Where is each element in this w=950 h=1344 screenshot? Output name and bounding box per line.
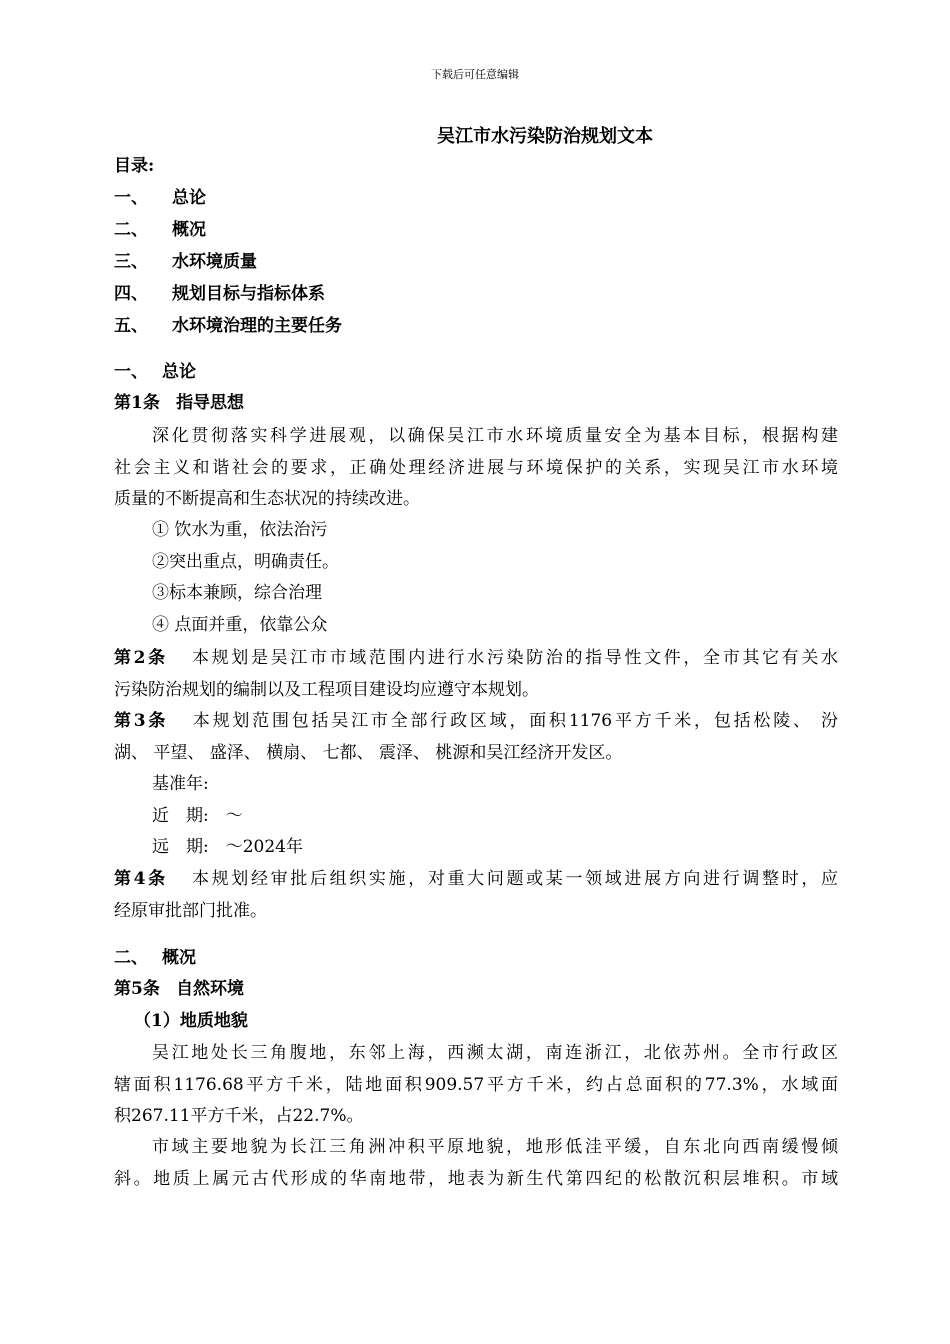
section-heading: 一、 总论	[114, 362, 196, 382]
article-3: 第3条 本规划范围包括吴江市全部行政区域，面积1176平方千米，包括松陵、 汾	[114, 711, 838, 731]
paragraph-line: 湖、 平望、 盛泽、 横扇、 七都、 震泽、 桃源和吴江经济开发区。	[114, 743, 623, 763]
paragraph-line: 质量的不断提高和生态状况的持续改进。	[114, 489, 420, 509]
principle-item: ④ 点面并重，依靠公众	[152, 615, 328, 635]
principle-item: ③标本兼顾，综合治理	[152, 583, 322, 603]
long-term: 远 期: ～2024年	[152, 837, 303, 857]
article-2: 第2条 本规划是吴江市市域范围内进行水污染防治的指导性文件，全市其它有关水	[114, 648, 838, 668]
section-heading: 二、 概况	[114, 948, 196, 968]
paragraph-line: 辖面积1176.68平方千米，陆地面积909.57平方千米，约占总面积的77.3%，水域面	[114, 1075, 838, 1095]
near-term: 近 期: ～	[152, 806, 243, 826]
paragraph-line: 积267.11平方千米，占22.7%。	[114, 1106, 364, 1126]
article-4: 第4条 本规划经审批后组织实施，对重大问题或某一领域进展方向进行调整时，应	[114, 869, 838, 889]
paragraph-line: 污染防治规划的编制以及工程项目建设均应遵守本规划。	[114, 680, 539, 700]
paragraph-line: 市域主要地貌为长江三角洲冲积平原地貌，地形低洼平缓，自东北向西南缓慢倾	[152, 1137, 838, 1157]
article-heading: 第1条 指导思想	[114, 393, 245, 413]
toc-item: 一、 总论	[114, 188, 206, 208]
subsection-title: （1）地质地貌	[134, 1011, 248, 1031]
toc-item: 五、 水环境治理的主要任务	[114, 316, 342, 336]
toc-item: 二、 概况	[114, 220, 206, 240]
toc-item: 三、 水环境质量	[114, 252, 257, 272]
principle-item: ②突出重点，明确责任。	[152, 552, 339, 572]
base-year-label: 基准年:	[152, 774, 209, 794]
page-header: 下载后可任意编辑	[431, 68, 519, 81]
paragraph-line: 深化贯彻落实科学进展观，以确保吴江市水环境质量安全为基本目标，根据构建	[152, 426, 838, 446]
toc-label: 目录:	[114, 156, 155, 176]
paragraph-line: 经原审批部门批准。	[114, 901, 267, 921]
paragraph-line: 吴江地处长三角腹地，东邻上海，西濒太湖，南连浙江，北依苏州。全市行政区	[152, 1043, 838, 1063]
paragraph-line: 社会主义和谐社会的要求，正确处理经济进展与环境保护的关系，实现吴江市水环境	[114, 458, 838, 478]
principle-item: ① 饮水为重，依法治污	[152, 520, 328, 540]
paragraph-line: 斜。地质上属元古代形成的华南地带，地表为新生代第四纪的松散沉积层堆积。市域	[114, 1169, 838, 1189]
document-title: 吴江市水污染防治规划文本	[437, 126, 653, 147]
toc-item: 四、 规划目标与指标体系	[114, 284, 325, 304]
article-heading: 第5条 自然环境	[114, 979, 245, 999]
